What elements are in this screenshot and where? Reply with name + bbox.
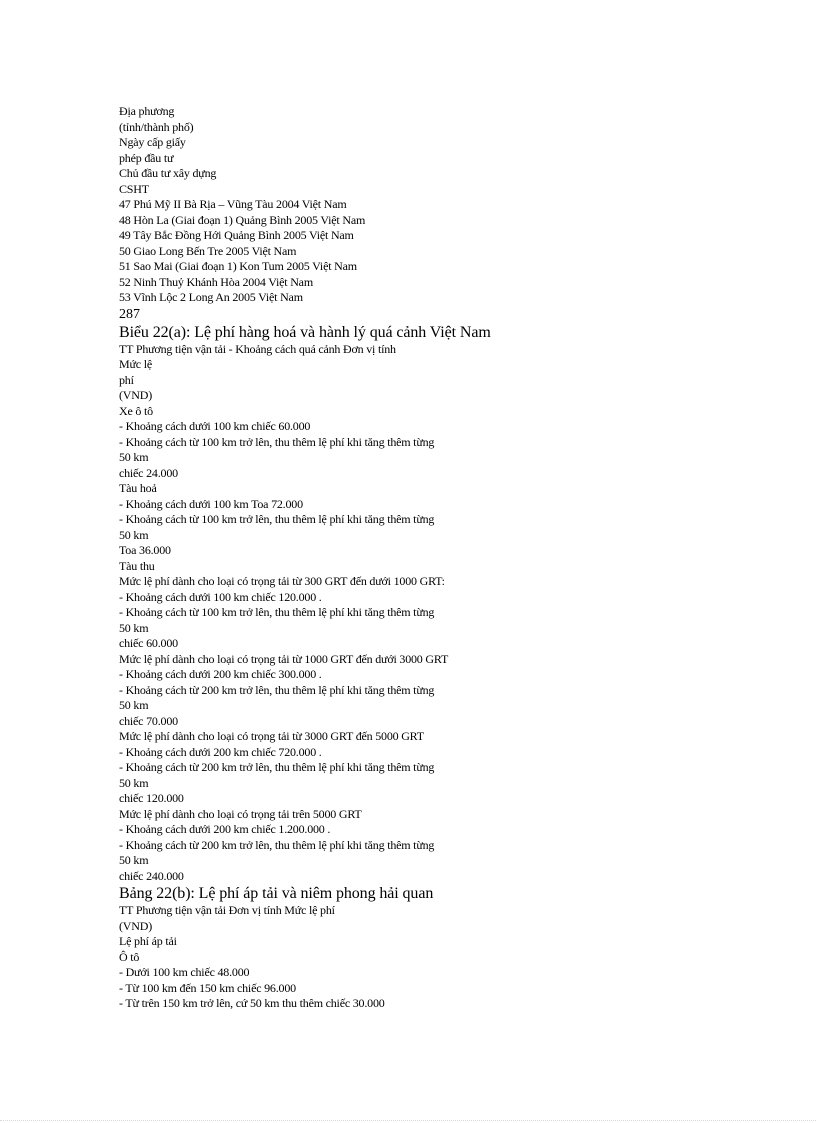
text-line: Mức lệ phí dành cho loại có trọng tải từ 1000 GRT đến dưới 3000 GRT <box>119 651 449 666</box>
table-22b-body <box>119 903 779 1012</box>
text-line: - Khoảng cách từ 100 km trở lên, thu thêm lệ phí khi tăng thêm từng <box>119 605 435 619</box>
text-line: - Khoảng cách dưới 200 km chiếc 1.200.000 . <box>119 822 331 836</box>
text-line: 53 Vĩnh Lộc 2 Long An 2005 Việt Nam <box>119 290 303 304</box>
text-line: - Khoảng cách từ 200 km trở lên, thu thêm lệ phí khi tăng thêm từng <box>119 682 435 697</box>
text-line: CSHT <box>119 181 149 196</box>
text-line: 48 Hòn La (Giai đoạn 1) Quảng Bình 2005 Việt Nam <box>119 212 366 227</box>
text-line: 50 Giao Long Bến Tre 2005 Việt Nam <box>119 243 297 258</box>
text-line: 51 Sao Mai (Giai đoạn 1) Kon Tum 2005 Việt Nam <box>119 259 357 273</box>
text-line: Ô tô <box>119 949 140 964</box>
text-line: - Khoảng cách từ 100 km trở lên, thu thêm lệ phí khi tăng thêm từng <box>119 512 435 526</box>
text-line: TT Phương tiện vận tải - Khoảng cách quá cảnh Đơn vị tính <box>119 341 396 356</box>
document-page <box>119 104 779 1012</box>
text-line: chiếc 60.000 <box>119 636 178 650</box>
text-line: (VND) <box>119 918 152 933</box>
text-line: Lệ phí áp tải <box>119 934 177 948</box>
text-line: Mức lệ phí dành cho loại có trọng tải trên 5000 GRT <box>119 806 362 821</box>
text-line: - Khoảng cách từ 200 km trở lên, thu thêm lệ phí khi tăng thêm từng <box>119 837 435 852</box>
text-line: - Khoảng cách dưới 200 km chiếc 720.000 . <box>119 744 322 759</box>
text-line: 50 km <box>119 775 149 790</box>
text-line: Tàu hoả <box>119 481 157 495</box>
text-line: phí <box>119 372 134 387</box>
table-22b-title: Bảng 22(b): Lệ phí áp tải và niêm phong hải quan <box>119 885 434 902</box>
page-number: 287 <box>119 306 140 322</box>
text-line: 47 Phú Mỹ II Bà Rịa – Vũng Tàu 2004 Việt Nam <box>119 197 347 211</box>
text-line: Ngày cấp giấy <box>119 135 186 149</box>
table-22a-body <box>119 342 779 885</box>
text-line: Mức lệ phí dành cho loại có trọng tải từ 300 GRT đến dưới 1000 GRT: <box>119 574 445 588</box>
text-line: chiếc 70.000 <box>119 713 178 728</box>
text-line: phép đầu tư <box>119 150 174 165</box>
text-line: 50 km <box>119 853 149 867</box>
text-line: Chủ đầu tư xây dựng <box>119 166 217 180</box>
text-line: - Khoảng cách dưới 200 km chiếc 300.000 . <box>119 667 322 681</box>
text-line: - Dưới 100 km chiếc 48.000 <box>119 965 250 979</box>
text-line: 50 km <box>119 698 149 712</box>
zone-table-continuation <box>119 104 779 306</box>
text-line: 52 Ninh Thuỷ Khánh Hòa 2004 Việt Nam <box>119 274 313 289</box>
text-line: Tàu thu <box>119 558 155 573</box>
text-line: Toa 36.000 <box>119 543 171 557</box>
text-line: 50 km <box>119 527 149 542</box>
text-line: - Từ trên 150 km trở lên, cứ 50 km thu thêm chiếc 30.000 <box>119 996 385 1010</box>
text-line: Mức lệ phí dành cho loại có trọng tải từ 3000 GRT đến 5000 GRT <box>119 729 424 743</box>
text-line: (tỉnh/thành phố) <box>119 119 194 134</box>
text-line: 50 km <box>119 620 149 635</box>
text-line: TT Phương tiện vận tải Đơn vị tính Mức lệ phí <box>119 903 335 917</box>
text-line: Mức lệ <box>119 357 152 371</box>
text-line: chiếc 240.000 <box>119 868 184 883</box>
table-22a-title: Biểu 22(a): Lệ phí hàng hoá và hành lý quá cảnh Việt Nam <box>119 323 491 341</box>
text-line: Xe ô tô <box>119 403 153 418</box>
text-line: - Khoảng cách dưới 100 km chiếc 60.000 <box>119 419 311 433</box>
text-line: - Khoảng cách dưới 100 km Toa 72.000 <box>119 496 303 511</box>
text-line: - Khoảng cách dưới 100 km chiếc 120.000 . <box>119 589 322 604</box>
page-bottom-rule <box>0 1120 816 1121</box>
text-line: - Khoảng cách từ 200 km trở lên, thu thêm lệ phí khi tăng thêm từng <box>119 760 435 774</box>
text-line: chiếc 120.000 <box>119 791 184 805</box>
text-line: chiếc 24.000 <box>119 465 178 480</box>
text-line: - Từ 100 km đến 150 km chiếc 96.000 <box>119 980 296 995</box>
text-line: 49 Tây Bắc Đồng Hới Quảng Bình 2005 Việt Nam <box>119 228 354 242</box>
text-line: Địa phương <box>119 104 175 118</box>
text-line: (VND) <box>119 388 152 402</box>
text-line: 50 km <box>119 450 149 464</box>
text-line: - Khoảng cách từ 100 km trở lên, thu thêm lệ phí khi tăng thêm từng <box>119 434 435 449</box>
